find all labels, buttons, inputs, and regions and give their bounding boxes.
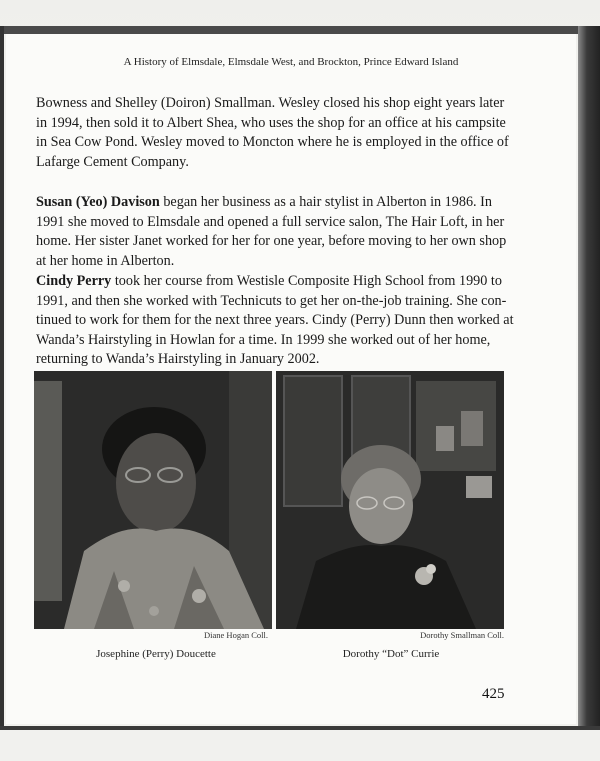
book-edge-bottom bbox=[0, 726, 600, 730]
photo-credit: Diane Hogan Coll. bbox=[204, 630, 268, 640]
page-number: 425 bbox=[482, 686, 505, 702]
text-line: tinued to work for them for the next three years. Cindy (Perry) Dunn then worked at bbox=[36, 312, 514, 329]
book-edge-top bbox=[0, 26, 600, 34]
text-line: Bowness and Shelley (Doiron) Smallman. Wesley closed his shop eight years later bbox=[36, 95, 505, 111]
paragraph-cindy bbox=[36, 272, 552, 370]
book-edge-right bbox=[578, 26, 600, 730]
photo-josephine-doucette bbox=[34, 371, 272, 629]
photo-dorothy-currie bbox=[276, 371, 504, 629]
text-line: took her course from Westisle Composite High School from 1990 to bbox=[111, 273, 502, 289]
text-line: at her home in Alberton. bbox=[36, 252, 175, 269]
text-line: 1991 she moved to Elmsdale and opened a full service salon, The Hair Loft, in her bbox=[36, 213, 505, 230]
text-line: in 1994, then sold it to Albert Shea, who uses the shop for an office at his campsite bbox=[36, 114, 506, 131]
text-line: in Sea Cow Pond. Wesley moved to Moncton where he is employed in the office of bbox=[36, 134, 509, 151]
running-head: A History of Elmsdale, Elmsdale West, and Brockton, Prince Edward Island bbox=[123, 56, 459, 68]
book-edge-left bbox=[0, 26, 4, 726]
text-line: Wanda’s Hairstyling in Howlan for a time. In 1999 she worked out of her home, bbox=[36, 331, 491, 348]
photo-illustration bbox=[34, 371, 272, 629]
photo-caption: Dorothy “Dot” Currie bbox=[342, 648, 440, 660]
text-line: 1991, and then she worked with Technicuts to get her on-the-job training. She con- bbox=[36, 292, 507, 309]
paragraph-lead-name: Susan (Yeo) Davison bbox=[36, 194, 160, 210]
text-line: Lafarge Cement Company. bbox=[36, 153, 189, 170]
photo-illustration bbox=[276, 371, 504, 629]
text-line: began her business as a hair stylist in Alberton in 1986. In bbox=[159, 194, 492, 210]
paragraph-lead-name: Cindy Perry bbox=[36, 273, 112, 289]
paragraph-susan bbox=[36, 193, 552, 271]
paragraph-wesley bbox=[36, 94, 552, 172]
book-page bbox=[6, 34, 576, 724]
photo-credit: Dorothy Smallman Coll. bbox=[420, 630, 504, 640]
text-line: home. Her sister Janet worked for her for one year, before moving to her own shop bbox=[36, 233, 507, 250]
photo-caption: Josephine (Perry) Doucette bbox=[96, 648, 216, 660]
text-line: returning to Wanda’s Hairstyling in January 2002. bbox=[36, 351, 320, 368]
